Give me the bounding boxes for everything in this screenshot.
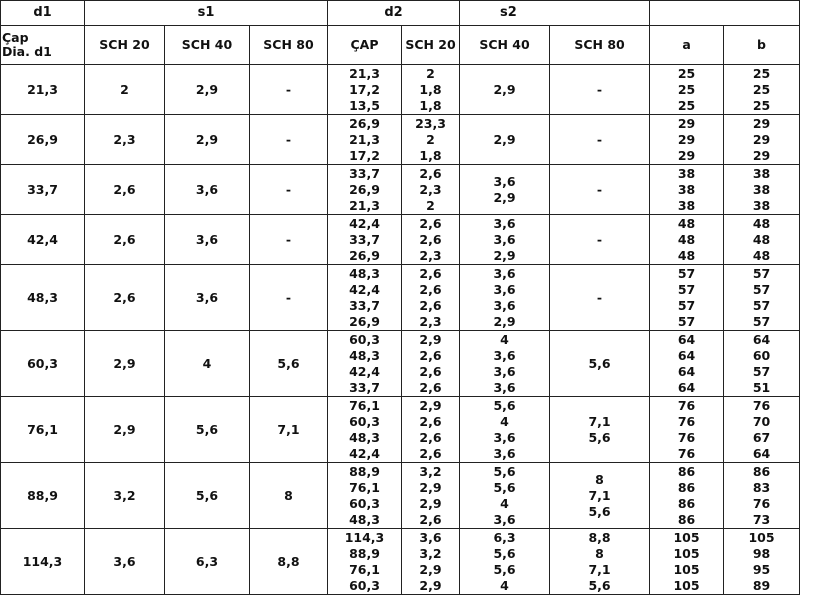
cell-s1-sch20: 2 [85, 65, 165, 115]
cell-a-value: 86 [677, 479, 696, 495]
cell-b [724, 331, 800, 397]
cell-a-value: 64 [677, 347, 696, 363]
cell-s2-sch80-value: 7,1 [588, 413, 611, 429]
cell-a-value: 64 [677, 331, 696, 347]
cell-s1-sch40: 3,6 [165, 215, 250, 265]
cell-s2-sch40 [460, 65, 550, 115]
cell-s2-sch40-value: 3,6 [493, 363, 516, 379]
cell-a-value: 57 [677, 265, 696, 281]
cell-b [724, 265, 800, 331]
cell-s2-sch40-value: 3,6 [493, 445, 516, 461]
cell-d1: 48,3 [0, 265, 85, 331]
cell-s2-sch20 [402, 463, 460, 529]
cell-s2-sch20 [402, 529, 460, 595]
cell-s2-sch80-value: - [596, 231, 603, 247]
cell-a [650, 397, 724, 463]
cell-s2-sch20-value: 2,6 [419, 281, 442, 297]
cell-s1-sch20: 3,2 [85, 463, 165, 529]
cell-s1-sch80: 8 [250, 463, 328, 529]
cell-s2-sch20-value: 2,6 [419, 265, 442, 281]
cell-s2-sch20-value: 2,6 [419, 445, 442, 461]
cell-d2-value: 13,5 [349, 97, 380, 113]
cell-s2-sch40-value: 6,3 [493, 529, 516, 545]
cell-b-value: 38 [752, 197, 771, 213]
cell-s1-sch80: 5,6 [250, 331, 328, 397]
table-row [0, 463, 800, 529]
cell-s2-sch40 [460, 529, 550, 595]
cell-a-value: 64 [677, 363, 696, 379]
cell-d2-value: 76,1 [349, 561, 380, 577]
cell-a [650, 331, 724, 397]
table-row [0, 215, 800, 265]
cell-s2-sch20-value: 2,6 [419, 347, 442, 363]
cell-d2-value: 114,3 [344, 529, 385, 545]
cell-b-value: 67 [752, 429, 771, 445]
cell-d2-value: 33,7 [349, 297, 380, 313]
cell-s1-sch20: 2,9 [85, 397, 165, 463]
cell-a-value: 38 [677, 197, 696, 213]
cell-s2-sch20 [402, 165, 460, 215]
cell-d2-value: 33,7 [349, 231, 380, 247]
cell-s2-sch20 [402, 265, 460, 331]
cell-s1-sch20: 2,6 [85, 165, 165, 215]
cell-d2-value: 26,9 [349, 181, 380, 197]
cell-s1-sch80: 7,1 [250, 397, 328, 463]
cell-s2-sch40-value: 2,9 [493, 313, 516, 329]
cell-b-value: 38 [752, 181, 771, 197]
cell-s2-sch40 [460, 215, 550, 265]
cell-s2-sch20-value: 2 [426, 131, 435, 147]
cell-s2-sch20-value: 2,3 [419, 181, 442, 197]
cell-d2-value: 48,3 [349, 429, 380, 445]
cell-a-value: 48 [677, 215, 696, 231]
cell-d2-value: 33,7 [349, 379, 380, 395]
cell-s2-sch20-value: 2,9 [419, 479, 442, 495]
cell-s2-sch40-value: 5,6 [493, 561, 516, 577]
cell-s1-sch80: 8,8 [250, 529, 328, 595]
cell-a-value: 38 [677, 165, 696, 181]
cell-b-value: 98 [752, 545, 771, 561]
cell-s2-sch20-value: 2,9 [419, 331, 442, 347]
cell-b-value: 64 [752, 445, 771, 461]
cell-b-value: 64 [752, 331, 771, 347]
cell-b-value: 57 [752, 281, 771, 297]
cell-a [650, 265, 724, 331]
cell-b-value: 105 [748, 529, 775, 545]
cell-s2-sch40-value: 3,6 [493, 379, 516, 395]
cell-s2-sch40-value: 2,9 [493, 81, 516, 97]
cell-s2-sch40-value: 5,6 [493, 397, 516, 413]
cell-d2-value: 48,3 [349, 265, 380, 281]
cell-s1-sch80: - [250, 115, 328, 165]
cell-s2-sch20-value: 1,8 [419, 97, 442, 113]
cell-s2-sch40-value: 4 [500, 331, 509, 347]
cell-b-value: 38 [752, 165, 771, 181]
cell-a-value: 86 [677, 495, 696, 511]
cell-s1-sch40: 4 [165, 331, 250, 397]
cell-d2-value: 17,2 [349, 147, 380, 163]
cell-a-value: 105 [673, 577, 700, 593]
cell-s2-sch40 [460, 115, 550, 165]
header-sch40: SCH 40 [165, 26, 250, 65]
cell-b-value: 25 [752, 97, 771, 113]
cell-s1-sch40: 3,6 [165, 265, 250, 331]
cell-s2-sch20-value: 2,9 [419, 397, 442, 413]
cell-s2-sch40 [460, 265, 550, 331]
cell-s2-sch20 [402, 331, 460, 397]
cell-s2-sch80 [550, 165, 650, 215]
cell-s2-sch80-value: - [596, 289, 603, 305]
cell-s2-sch80 [550, 529, 650, 595]
cell-d2-value: 42,4 [349, 215, 380, 231]
cell-a-value: 105 [673, 529, 700, 545]
table-row [0, 529, 800, 595]
header-s2: s2 [460, 0, 650, 26]
cell-b [724, 215, 800, 265]
cell-s2-sch40-value: 3,6 [493, 511, 516, 527]
cell-s1-sch40: 6,3 [165, 529, 250, 595]
cell-s2-sch20-value: 1,8 [419, 147, 442, 163]
cell-a-value: 57 [677, 297, 696, 313]
cell-d2-value: 48,3 [349, 511, 380, 527]
cell-s2-sch40-value: 3,6 [493, 173, 516, 189]
cell-d2 [328, 65, 402, 115]
cell-s2-sch80-value: - [596, 81, 603, 97]
cell-a-value: 48 [677, 231, 696, 247]
cell-s2-sch80-value: 7,1 [588, 487, 611, 503]
cell-a-value: 38 [677, 181, 696, 197]
cell-s2-sch40-value: 3,6 [493, 297, 516, 313]
cell-s2-sch20-value: 2,6 [419, 511, 442, 527]
cell-s2-sch20 [402, 115, 460, 165]
cell-d2-value: 26,9 [349, 115, 380, 131]
header-sch20-b: SCH 20 [402, 26, 460, 65]
header-dia-d1: Çap Dia. d1 [0, 26, 85, 65]
header-b: b [724, 26, 800, 65]
cell-s2-sch20 [402, 65, 460, 115]
cell-d1: 26,9 [0, 115, 85, 165]
header-blank [650, 0, 800, 26]
cell-s2-sch80-value: - [596, 181, 603, 197]
cell-b [724, 529, 800, 595]
cell-a-value: 57 [677, 281, 696, 297]
header-d1: d1 [0, 0, 85, 26]
cell-a [650, 165, 724, 215]
cell-d2 [328, 165, 402, 215]
cell-d2-value: 76,1 [349, 479, 380, 495]
cell-d2 [328, 463, 402, 529]
cell-b-value: 57 [752, 297, 771, 313]
table-row [0, 331, 800, 397]
cell-d2-value: 60,3 [349, 577, 380, 593]
cell-b-value: 86 [752, 463, 771, 479]
cell-s2-sch80 [550, 265, 650, 331]
cell-b-value: 29 [752, 115, 771, 131]
cell-a-value: 76 [677, 413, 696, 429]
cell-s2-sch40-value: 3,6 [493, 429, 516, 445]
cell-d2 [328, 265, 402, 331]
cell-s1-sch20: 2,6 [85, 215, 165, 265]
cell-s1-sch40: 3,6 [165, 165, 250, 215]
cell-s2-sch80-value: 8,8 [588, 529, 611, 545]
cell-s2-sch20-value: 2,6 [419, 363, 442, 379]
cell-a-value: 29 [677, 147, 696, 163]
cell-a-value: 76 [677, 445, 696, 461]
cell-b-value: 70 [752, 413, 771, 429]
cell-s2-sch80 [550, 215, 650, 265]
cell-s2-sch20-value: 2 [426, 197, 435, 213]
cell-s2-sch40 [460, 397, 550, 463]
cell-b-value: 25 [752, 81, 771, 97]
cell-s1-sch80: - [250, 165, 328, 215]
cell-s2-sch40-value: 2,9 [493, 189, 516, 205]
cell-b [724, 463, 800, 529]
cell-b-value: 76 [752, 495, 771, 511]
table-row [0, 265, 800, 331]
cell-s2-sch20-value: 23,3 [415, 115, 446, 131]
cell-s2-sch20 [402, 397, 460, 463]
header-row-columns [0, 26, 800, 65]
cell-a [650, 115, 724, 165]
cell-b [724, 397, 800, 463]
cell-b-value: 83 [752, 479, 771, 495]
cell-b-value: 48 [752, 231, 771, 247]
header-sch80: SCH 80 [250, 26, 328, 65]
cell-b-value: 57 [752, 265, 771, 281]
cell-s2-sch20-value: 2,6 [419, 413, 442, 429]
cell-s2-sch80-value: 8 [595, 545, 604, 561]
cell-b-value: 25 [752, 65, 771, 81]
cell-a-value: 105 [673, 545, 700, 561]
header-sch20: SCH 20 [85, 26, 165, 65]
cell-s1-sch40: 5,6 [165, 397, 250, 463]
cell-a-value: 64 [677, 379, 696, 395]
cell-a [650, 529, 724, 595]
cell-s2-sch40-value: 4 [500, 495, 509, 511]
cell-b-value: 60 [752, 347, 771, 363]
cell-s2-sch40-value: 4 [500, 413, 509, 429]
cell-d2 [328, 331, 402, 397]
cell-s1-sch80: - [250, 215, 328, 265]
cell-a-value: 76 [677, 397, 696, 413]
cell-d2-value: 26,9 [349, 247, 380, 263]
cell-d1: 114,3 [0, 529, 85, 595]
table-body [0, 65, 800, 595]
cell-s2-sch20 [402, 215, 460, 265]
cell-s2-sch40-value: 3,6 [493, 281, 516, 297]
cell-s1-sch40: 5,6 [165, 463, 250, 529]
cell-s2-sch80 [550, 65, 650, 115]
cell-a [650, 65, 724, 115]
cell-d1: 42,4 [0, 215, 85, 265]
cell-s1-sch20: 3,6 [85, 529, 165, 595]
cell-b-value: 29 [752, 131, 771, 147]
cell-a-value: 29 [677, 131, 696, 147]
cell-s2-sch20-value: 3,6 [419, 529, 442, 545]
cell-s2-sch80 [550, 397, 650, 463]
cell-a-value: 25 [677, 81, 696, 97]
cell-s2-sch80-value: - [596, 131, 603, 147]
header-row-groups [0, 0, 800, 26]
header-a: a [650, 26, 724, 65]
cell-d2-value: 42,4 [349, 281, 380, 297]
cell-s2-sch20-value: 1,8 [419, 81, 442, 97]
cell-s2-sch80 [550, 463, 650, 529]
cell-s2-sch20-value: 2,6 [419, 215, 442, 231]
cell-d2-value: 48,3 [349, 347, 380, 363]
table-row [0, 115, 800, 165]
cell-d2-value: 33,7 [349, 165, 380, 181]
cell-s2-sch20-value: 2,9 [419, 561, 442, 577]
cell-d2-value: 26,9 [349, 313, 380, 329]
cell-b-value: 95 [752, 561, 771, 577]
cell-d2 [328, 115, 402, 165]
cell-s1-sch20: 2,3 [85, 115, 165, 165]
cell-s2-sch80 [550, 331, 650, 397]
cell-d1: 21,3 [0, 65, 85, 115]
cell-s2-sch40-value: 2,9 [493, 247, 516, 263]
cell-d2-value: 60,3 [349, 495, 380, 511]
cell-b-value: 76 [752, 397, 771, 413]
cell-s2-sch20-value: 2,6 [419, 297, 442, 313]
cell-s2-sch40-value: 3,6 [493, 347, 516, 363]
cell-d2-value: 21,3 [349, 131, 380, 147]
cell-s2-sch40-value: 3,6 [493, 231, 516, 247]
header-sch80-b: SCH 80 [550, 26, 650, 65]
cell-d2-value: 60,3 [349, 413, 380, 429]
cell-s2-sch80-value: 5,6 [588, 429, 611, 445]
cell-b [724, 65, 800, 115]
cell-s2-sch40-value: 2,9 [493, 131, 516, 147]
table-row [0, 397, 800, 463]
cell-s2-sch20-value: 2,6 [419, 379, 442, 395]
cell-d2-value: 88,9 [349, 545, 380, 561]
cell-d1: 88,9 [0, 463, 85, 529]
cell-s1-sch20: 2,9 [85, 331, 165, 397]
cell-b-value: 89 [752, 577, 771, 593]
cell-s2-sch40 [460, 165, 550, 215]
cell-s2-sch20-value: 3,2 [419, 463, 442, 479]
cell-d2 [328, 529, 402, 595]
cell-d2-value: 42,4 [349, 445, 380, 461]
header-d2: d2 [328, 0, 460, 26]
cell-b [724, 115, 800, 165]
cell-d2-value: 76,1 [349, 397, 380, 413]
cell-s2-sch40-value: 5,6 [493, 545, 516, 561]
cell-s2-sch20-value: 2,3 [419, 247, 442, 263]
header-s1: s1 [85, 0, 328, 26]
cell-a-value: 76 [677, 429, 696, 445]
cell-b-value: 73 [752, 511, 771, 527]
cell-a [650, 463, 724, 529]
cell-d2 [328, 215, 402, 265]
cell-d1: 76,1 [0, 397, 85, 463]
cell-a-value: 25 [677, 65, 696, 81]
cell-a-value: 57 [677, 313, 696, 329]
cell-s2-sch80-value: 5,6 [588, 577, 611, 593]
cell-a-value: 29 [677, 115, 696, 131]
table-row [0, 165, 800, 215]
table-row [0, 65, 800, 115]
cell-s2-sch80-value: 5,6 [588, 355, 611, 371]
cell-s2-sch20-value: 2 [426, 65, 435, 81]
cell-d2-value: 17,2 [349, 81, 380, 97]
cell-d2-value: 42,4 [349, 363, 380, 379]
cell-s2-sch20-value: 2,3 [419, 313, 442, 329]
header-sch40-b: SCH 40 [460, 26, 550, 65]
cell-a-value: 25 [677, 97, 696, 113]
cell-s2-sch40-value: 3,6 [493, 265, 516, 281]
cell-d2-value: 88,9 [349, 463, 380, 479]
header-cap: ÇAP [328, 26, 402, 65]
cell-a [650, 215, 724, 265]
cell-s2-sch40-value: 3,6 [493, 215, 516, 231]
cell-s2-sch20-value: 2,9 [419, 495, 442, 511]
cell-s2-sch80-value: 5,6 [588, 503, 611, 519]
cell-a-value: 48 [677, 247, 696, 263]
cell-s2-sch40-value: 5,6 [493, 463, 516, 479]
cell-d2 [328, 397, 402, 463]
cell-s2-sch20-value: 2,6 [419, 429, 442, 445]
cell-s1-sch80: - [250, 265, 328, 331]
cell-s2-sch80-value: 8 [595, 471, 604, 487]
cell-s2-sch20-value: 2,6 [419, 165, 442, 181]
cell-d2-value: 21,3 [349, 65, 380, 81]
cell-a-value: 86 [677, 463, 696, 479]
cell-b [724, 165, 800, 215]
cell-d2-value: 21,3 [349, 197, 380, 213]
cell-s2-sch40 [460, 331, 550, 397]
cell-s1-sch20: 2,6 [85, 265, 165, 331]
cell-b-value: 48 [752, 215, 771, 231]
cell-s1-sch80: - [250, 65, 328, 115]
cell-s2-sch80-value: 7,1 [588, 561, 611, 577]
cell-d1: 33,7 [0, 165, 85, 215]
cell-s2-sch20-value: 2,9 [419, 577, 442, 593]
cell-s1-sch40: 2,9 [165, 65, 250, 115]
cell-b-value: 57 [752, 313, 771, 329]
cell-s1-sch40: 2,9 [165, 115, 250, 165]
cell-d1: 60,3 [0, 331, 85, 397]
cell-s2-sch40-value: 4 [500, 577, 509, 593]
cell-b-value: 51 [752, 379, 771, 395]
cell-b-value: 48 [752, 247, 771, 263]
cell-b-value: 57 [752, 363, 771, 379]
cell-s2-sch40 [460, 463, 550, 529]
cell-s2-sch80 [550, 115, 650, 165]
cell-s2-sch20-value: 3,2 [419, 545, 442, 561]
cell-s2-sch40-value: 5,6 [493, 479, 516, 495]
cell-a-value: 105 [673, 561, 700, 577]
cell-a-value: 86 [677, 511, 696, 527]
cell-d2-value: 60,3 [349, 331, 380, 347]
cell-s2-sch20-value: 2,6 [419, 231, 442, 247]
cell-b-value: 29 [752, 147, 771, 163]
